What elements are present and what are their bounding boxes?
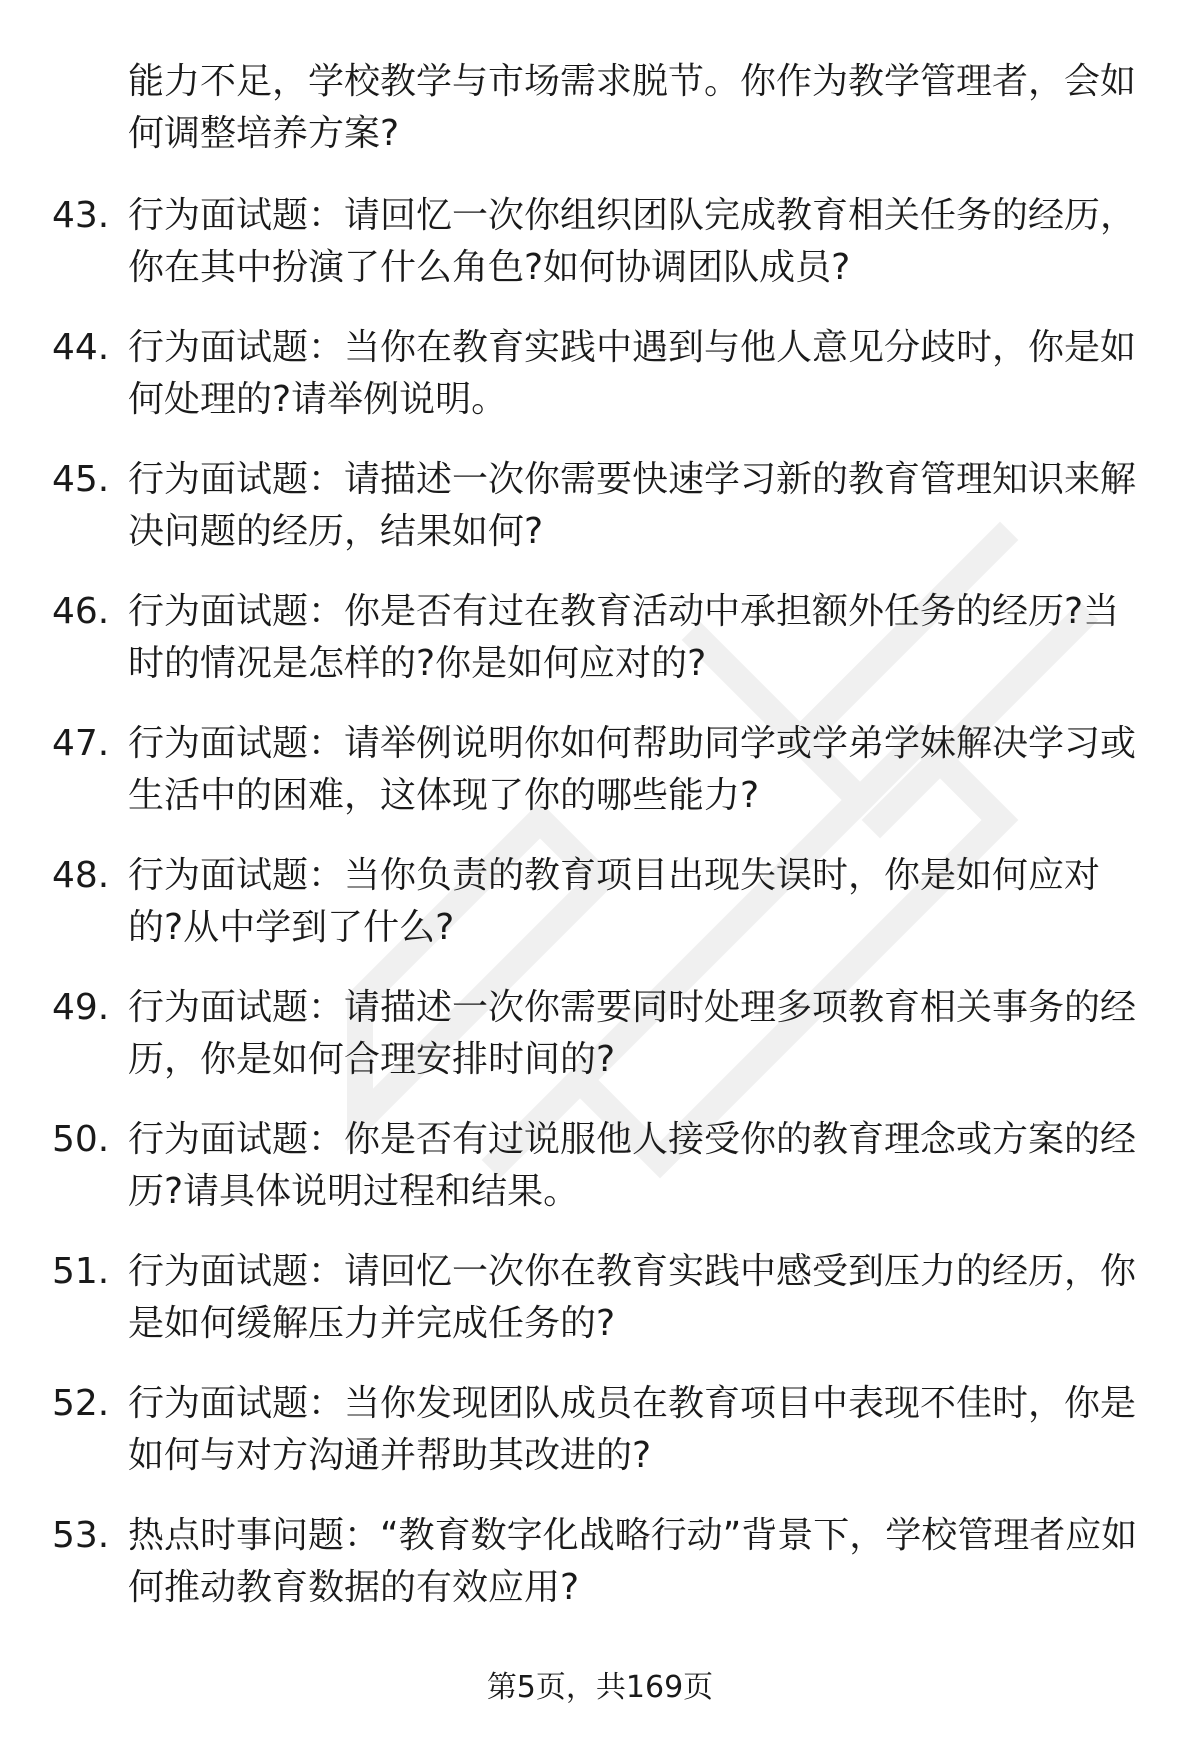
question-number: 51.	[52, 1251, 110, 1292]
question-number: 43.	[52, 195, 110, 236]
question-item-44	[0, 322, 1200, 454]
question-item-49	[0, 982, 1200, 1114]
question-number: 44.	[52, 327, 110, 368]
question-text: 行为面试题：请回忆一次你组织团队完成教育相关任务的经历，你在其中扮演了什么角色?如何协调团队成员?	[128, 195, 1137, 288]
question-text: 行为面试题：你是否有过在教育活动中承担额外任务的经历?当时的情况是怎样的?你是如何应对的?	[128, 591, 1120, 684]
page-footer: 第5页，共169页	[486, 1670, 714, 1705]
question-number: 49.	[52, 987, 110, 1028]
question-text: 行为面试题：请描述一次你需要同时处理多项教育相关事务的经历，你是如何合理安排时间的?	[128, 987, 1137, 1080]
question-number: 47.	[52, 723, 110, 764]
question-text: 行为面试题：请回忆一次你在教育实践中感受到压力的经历，你是如何缓解压力并完成任务的?	[128, 1251, 1137, 1344]
question-number: 48.	[52, 855, 110, 896]
continuation-text: 能力不足，学校教学与市场需求脱节。你作为教学管理者，会如何调整培养方案?	[128, 61, 1137, 154]
question-text: 行为面试题：当你负责的教育项目出现失误时，你是如何应对的?从中学到了什么?	[128, 855, 1101, 948]
question-list	[0, 190, 1200, 1642]
question-text: 行为面试题：请描述一次你需要快速学习新的教育管理知识来解决问题的经历，结果如何?	[128, 459, 1137, 552]
question-text: 行为面试题：请举例说明你如何帮助同学或学弟学妹解决学习或生活中的困难，这体现了你的哪些能力?	[128, 723, 1137, 816]
question-item-43	[0, 190, 1200, 322]
question-item-51	[0, 1246, 1200, 1378]
question-number: 45.	[52, 459, 110, 500]
question-item-50	[0, 1114, 1200, 1246]
question-item-52	[0, 1378, 1200, 1510]
question-item-53	[0, 1510, 1200, 1642]
question-number: 52.	[52, 1383, 110, 1424]
question-item-46	[0, 586, 1200, 718]
question-text: 热点时事问题：“教育数字化战略行动”背景下，学校管理者应如何推动教育数据的有效应用?	[128, 1515, 1138, 1608]
question-item-47	[0, 718, 1200, 850]
question-number: 50.	[52, 1119, 110, 1160]
question-item-45	[0, 454, 1200, 586]
question-text: 行为面试题：当你发现团队成员在教育项目中表现不佳时，你是如何与对方沟通并帮助其改进的?	[128, 1383, 1137, 1476]
question-text: 行为面试题：你是否有过说服他人接受你的教育理念或方案的经历?请具体说明过程和结果。	[128, 1119, 1137, 1212]
question-number: 46.	[52, 591, 110, 632]
question-item-48	[0, 850, 1200, 982]
question-number: 53.	[52, 1515, 110, 1556]
question-text: 行为面试题：当你在教育实践中遇到与他人意见分歧时，你是如何处理的?请举例说明。	[128, 327, 1137, 420]
